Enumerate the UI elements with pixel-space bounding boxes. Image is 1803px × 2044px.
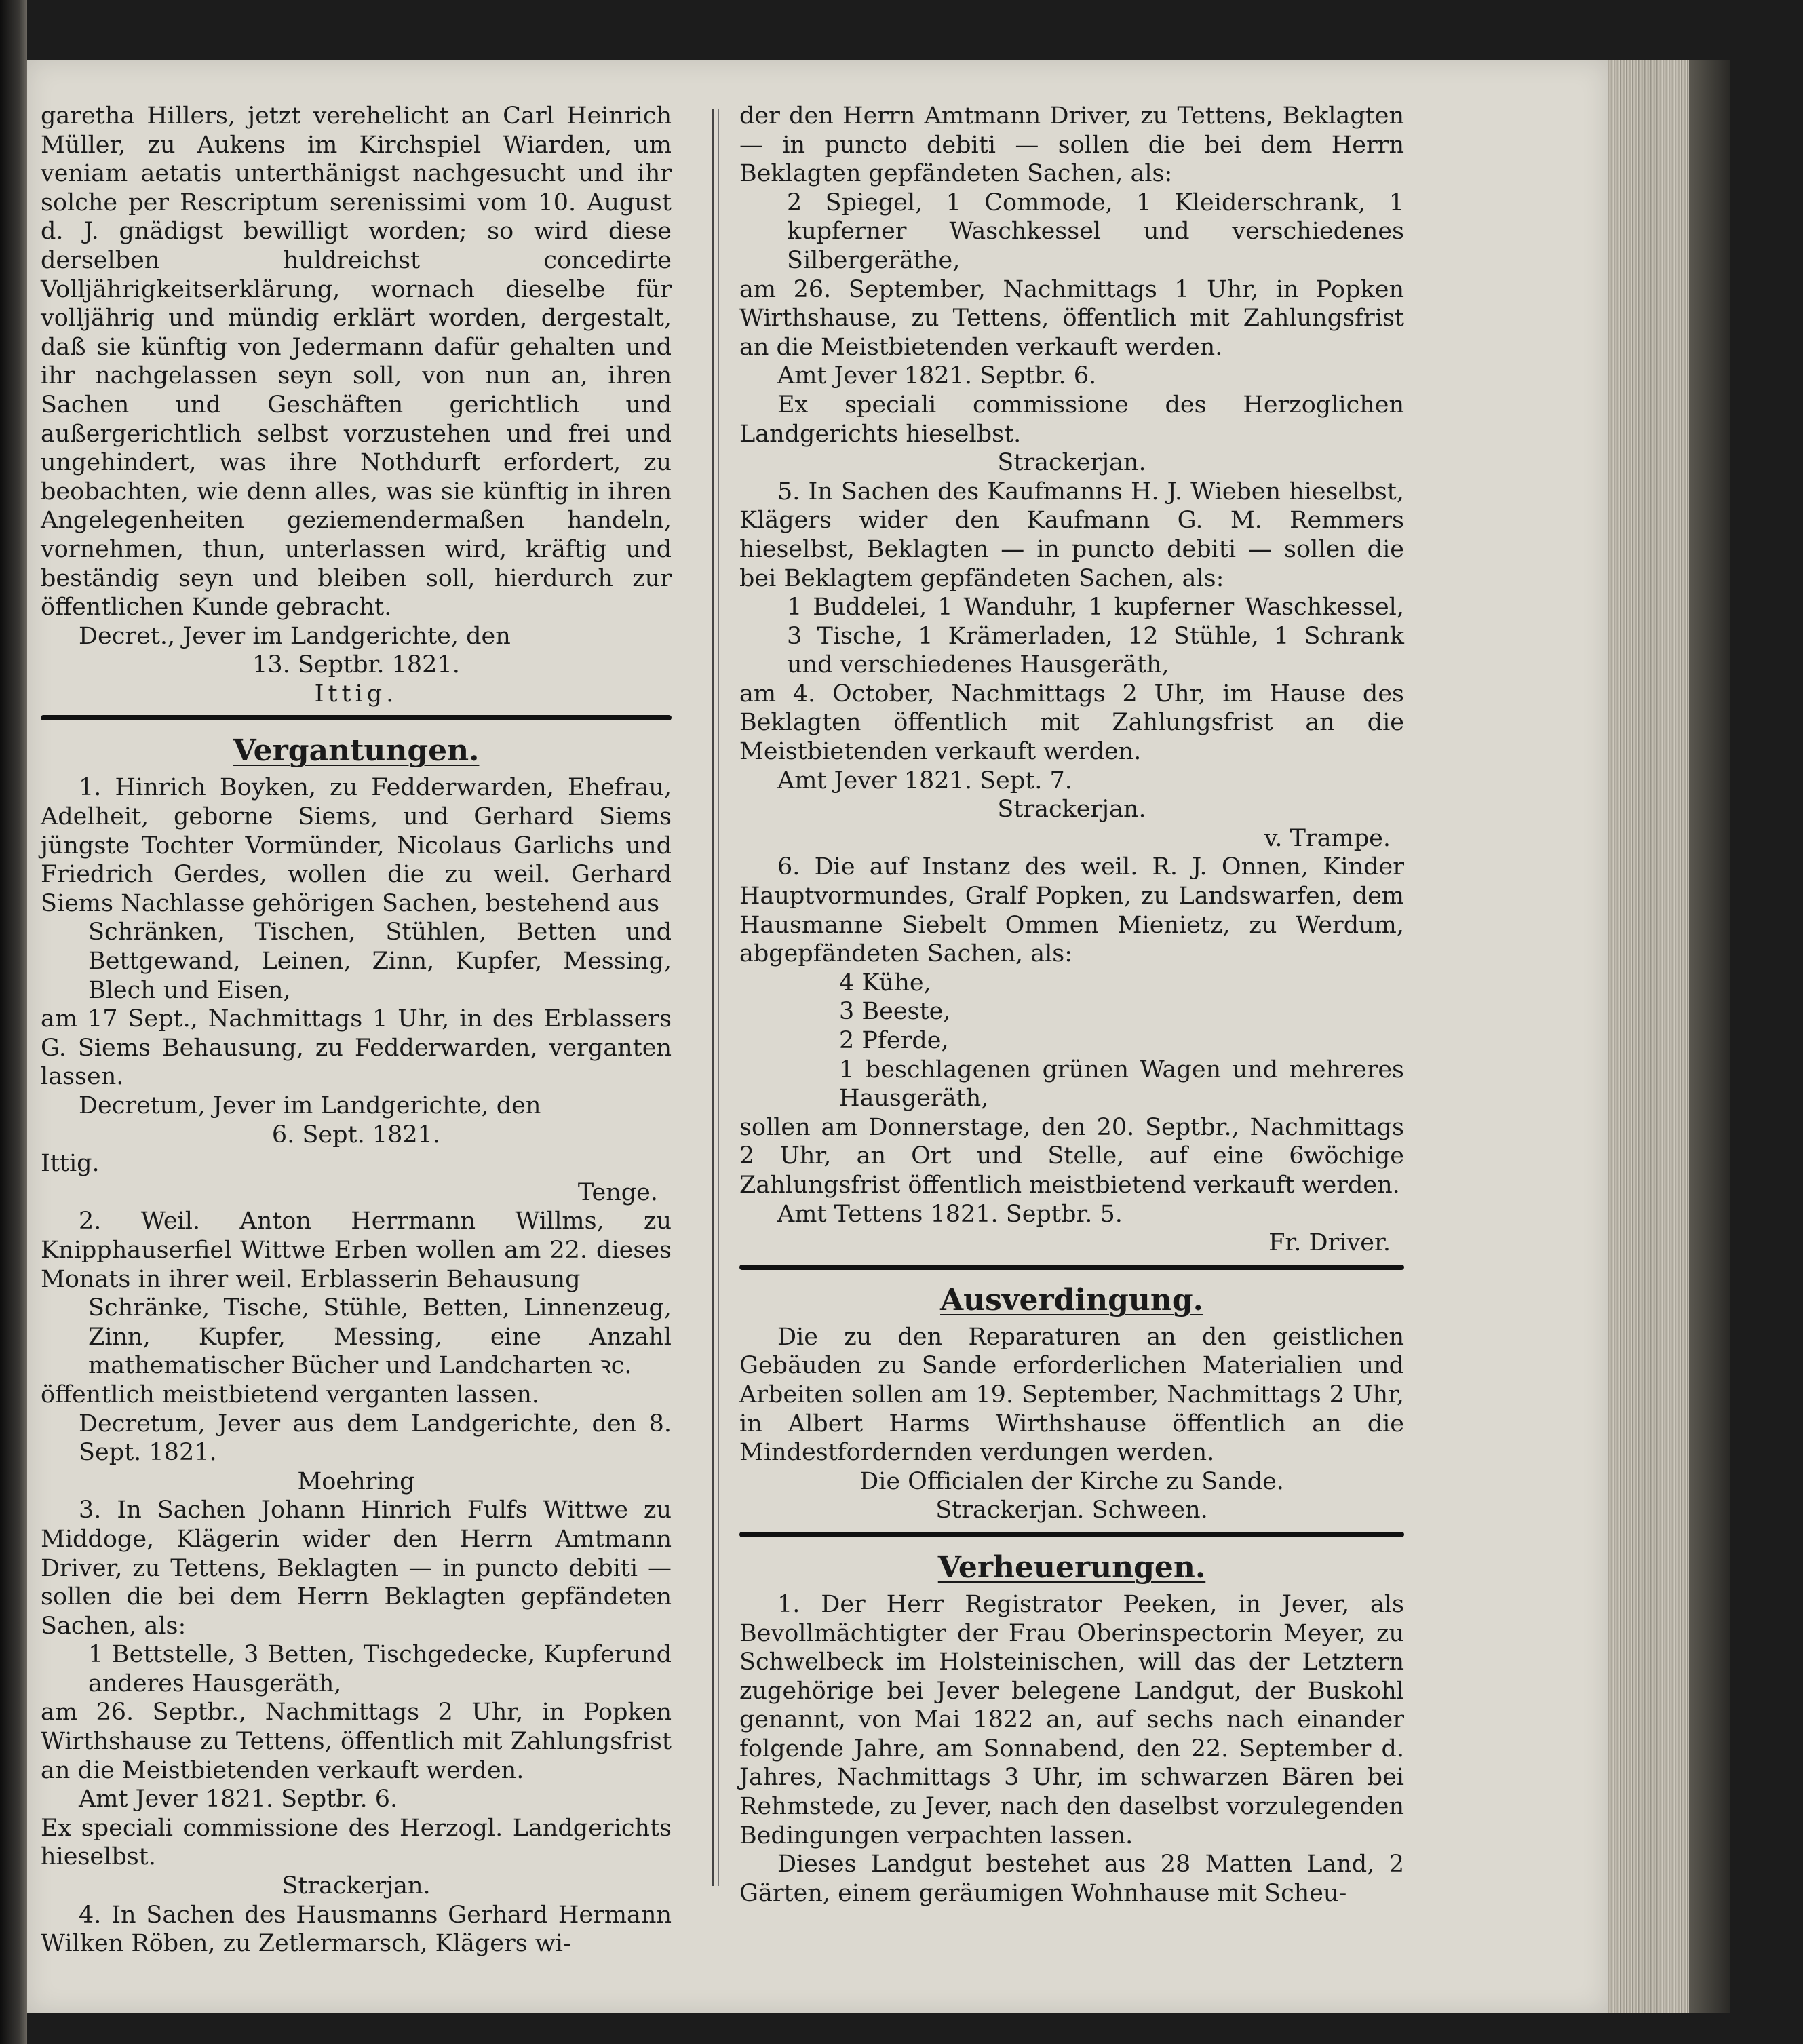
decree-date: 13. Septbr. 1821. [252,651,460,679]
book-cover-edge [1689,60,1730,2013]
vergantung-6-amt: Amt Tettens 1821. Septbr. 5. [777,1200,1123,1228]
vergantung-3-amt: Amt Jever 1821. Septbr. 6. [79,1786,398,1813]
left-column [41,102,672,1959]
vergantung-1-decree: Decretum, Jever im Landgerichte, den [79,1092,541,1119]
notice-majority-declaration: garetha Hillers, jetzt verehelicht an Carl Heinrich Müller, zu Aukens im Kirchspiel Wiarden, um veniam aetatis unterthänigst nachgesucht und ihr solche per Rescriptum serenissimi vom 10. August d. J. gnädigst bewilligt worden; so wird diese derselben huldreichst concedirte Volljährigkeitserklärung, wornach dieselbe für volljährig und mündig erklärt worden, dergestalt, daß sie künftig von Jedermann dafür gehalten und ihr nachgelassen seyn soll, von nun an, ihren Sachen und Geschäften gerichtlich und außergerichtlich selbst vorzustehen und frei und ungehindert, was ihre Nothdurft erfordert, zu beobachten, wie denn alles, was sie künftig in ihren Angelegenheiten geziemendermaßen handeln, vornehmen, thun, unterlassen wird, kräftig und beständig seyn und bleiben soll, hierdurch zur öffentlichen Kunde gebracht. [41,102,672,621]
decree-signature: Ittig. [314,680,398,708]
vergantung-4-signature: Strackerjan. [997,449,1146,477]
section-rule [739,1532,1404,1537]
vergantung-4-continued: der den Herrn Amtmann Driver, zu Tettens, Beklagten — in puncto debiti — sollen die bei dem Herrn Beklagten gepfändeten Sachen, als: [739,102,1404,188]
vergantung-2-signature: Moehring [297,1467,415,1495]
page-edges [1608,60,1689,2013]
verheuerung-1-text: 1. Der Herr Registrator Peeken, in Jever, als Bevollmächtigter der Frau Oberinspectorin Meyer, zu Schwelbeck im Holsteinischen, will das der Letztern zugehörige bei Jever belegene Landgut, der Buskohl genannt, von Mai 1822 an, auf sechs nach einander folgende Jahre, am Sonnabend, den 22. September d. Jahres, Nachmittags 3 Uhr, im schwarzen Bären bei Rehmstede, zu Jever, nach den daselbst vorzulegenden Bedingungen verpachten lassen. [739,1590,1404,1849]
vergantung-3-text: 3. In Sachen Johann Hinrich Fulfs Wittwe zu Middoge, Klägerin wider den Herrn Amtmann Driver, zu Tettens, Beklagten — in puncto debiti — sollen die bei dem Herrn Beklagten gepfändeten Sachen, als: [41,1497,672,1640]
vergantung-6-item: 1 beschlagenen grünen Wagen und mehreres Hausgeräth, [839,1056,1404,1113]
section-rule [41,715,672,720]
heading-ausverdingung: Ausverdingung. [940,1282,1203,1317]
vergantung-1-date: 6. Sept. 1821. [271,1121,441,1149]
vergantung-5-signature-2: v. Trampe. [1264,824,1391,852]
vergantung-3-items: 1 Bettstelle, 3 Betten, Tischgedecke, Kupferund anderes Hausgeräth, [88,1641,672,1697]
vergantung-6-when: sollen am Donnerstage, den 20. Septbr., Nachmittags 2 Uhr, an Ort und Stelle, auf eine 6wöchige Zahlungsfrist öffentlich meistbietend verkauft werden. [739,1113,1404,1199]
vergantung-1-signature-b: Tenge. [577,1178,658,1206]
vergantung-5-text: 5. In Sachen des Kaufmanns H. J. Wieben hieselbst, Klägers wider den Kaufmann G. M. Remmers hieselbst, Beklagten — in puncto debiti — sollen die bei Beklagtem gepfändeten Sachen, als: [739,478,1404,592]
column-divider-secondary [718,109,719,1886]
ausverdingung-text: Die zu den Reparaturen an den geistlichen Gebäuden zu Sande erforderlichen Materialien und Arbeiten sollen am 19. September, Nachmittags 2 Uhr, in Albert Harms Wirthshause öffentlich an die Mindestfordernden verdungen werden. [739,1323,1404,1467]
vergantung-5-amt: Amt Jever 1821. Sept. 7. [777,767,1072,794]
vergantung-2-decree: Decretum, Jever aus dem Landgerichte, den 8. Sept. 1821. [79,1410,672,1467]
vergantung-3-commission: Ex speciali commissione des Herzogl. Landgerichts hieselbst. [41,1814,672,1871]
book-spine-shadow [0,0,27,2044]
ausverdingung-officials: Die Officialen der Kirche zu Sande. [859,1467,1284,1495]
vergantung-4-amt: Amt Jever 1821. Septbr. 6. [777,362,1097,390]
vergantung-3-when: am 26. Septbr., Nachmittags 2 Uhr, in Popken Wirthshause zu Tettens, öffentlich mit Zahlungsfrist an die Meistbietenden verkauft werden. [41,1699,672,1784]
vergantung-5-when: am 4. October, Nachmittags 2 Uhr, im Hause des Beklagten öffentlich mit Zahlungsfrist an die Meistbietenden verkauft werden. [739,680,1404,766]
vergantung-4-commission: Ex speciali commissione des Herzoglichen Landgerichts hieselbst. [739,391,1404,448]
vergantung-2-end: öffentlich meistbietend verganten lassen. [41,1381,540,1408]
section-rule [739,1265,1404,1270]
heading-vergantungen: Vergantungen. [233,733,480,769]
vergantung-5-items: 1 Buddelei, 1 Wanduhr, 1 kupferner Waschkessel, 3 Tische, 1 Krämerladen, 12 Stühle, 1 Schrank und verschiedenes Hausgeräth, [787,594,1404,679]
vergantung-6-signature: Fr. Driver. [1268,1229,1391,1257]
vergantung-1-items: Schränken, Tischen, Stühlen, Betten und Bettgewand, Leinen, Zinn, Kupfer, Messing, Blech und Eisen, [88,919,672,1004]
vergantung-4-items: 2 Spiegel, 1 Commode, 1 Kleiderschrank, 1 kupferner Waschkessel und verschiedenes Silbergeräthe, [787,189,1404,274]
verheuerung-1-continued: Dieses Landgut bestehet aus 28 Matten Land, 2 Gärten, einem geräumigen Wohnhause mit Scheu- [739,1851,1404,1907]
vergantung-2-items: Schränke, Tische, Stühle, Betten, Linnenzeug, Zinn, Kupfer, Messing, eine Anzahl mathematischer Bücher und Landcharten ꝛc. [88,1294,672,1380]
vergantung-6-item: 4 Kühe, [839,969,931,997]
column-divider [712,109,714,1886]
vergantung-1-text: 1. Hinrich Boyken, zu Fedderwarden, Ehefrau, Adelheit, geborne Siems, und Gerhard Siems jüngste Tochter Vormünder, Nicolaus Garlichs und Friedrich Gerdes, wollen die zu weil. Gerhard Siems Nachlasse gehörigen Sachen, bestehend aus [41,774,672,917]
vergantung-3-signature: Strackerjan. [282,1872,431,1900]
ausverdingung-signature: Strackerjan. Schween. [935,1497,1208,1524]
vergantung-4-when: am 26. September, Nachmittags 1 Uhr, in Popken Wirthshause, zu Tettens, öffentlich mit Zahlungsfrist an die Meistbietenden verkauft werden. [739,275,1404,361]
vergantung-2-text: 2. Weil. Anton Herrmann Willms, zu Knipphauserfiel Wittwe Erben wollen am 22. dieses Monats in ihrer weil. Erblasserin Behausung [41,1208,672,1293]
vergantung-6-text: 6. Die auf Instanz des weil. R. J. Onnen, Kinder Hauptvormundes, Gralf Popken, zu Landswarfen, dem Hausmanne Siebelt Ommen Mienietz, zu Werdum, abgepfändeten Sachen, als: [739,853,1404,968]
heading-verheuerungen: Verheuerungen. [937,1549,1206,1585]
right-column [739,102,1404,1908]
vergantung-1-when: am 17 Sept., Nachmittags 1 Uhr, in des Erblassers G. Siems Behausung, zu Fedderwarden, verganten lassen. [41,1005,672,1091]
vergantung-6-item: 2 Pferde, [839,1027,949,1054]
vergantung-5-signature: Strackerjan. [997,796,1146,824]
vergantung-1-signature-a: Ittig. [41,1150,100,1178]
vergantung-6-item: 3 Beeste, [839,998,951,1026]
vergantung-4-text: 4. In Sachen des Hausmanns Gerhard Hermann Wilken Röben, zu Zetlermarsch, Klägers wi- [41,1901,672,1958]
decree-line: Decret., Jever im Landgerichte, den [79,622,511,650]
